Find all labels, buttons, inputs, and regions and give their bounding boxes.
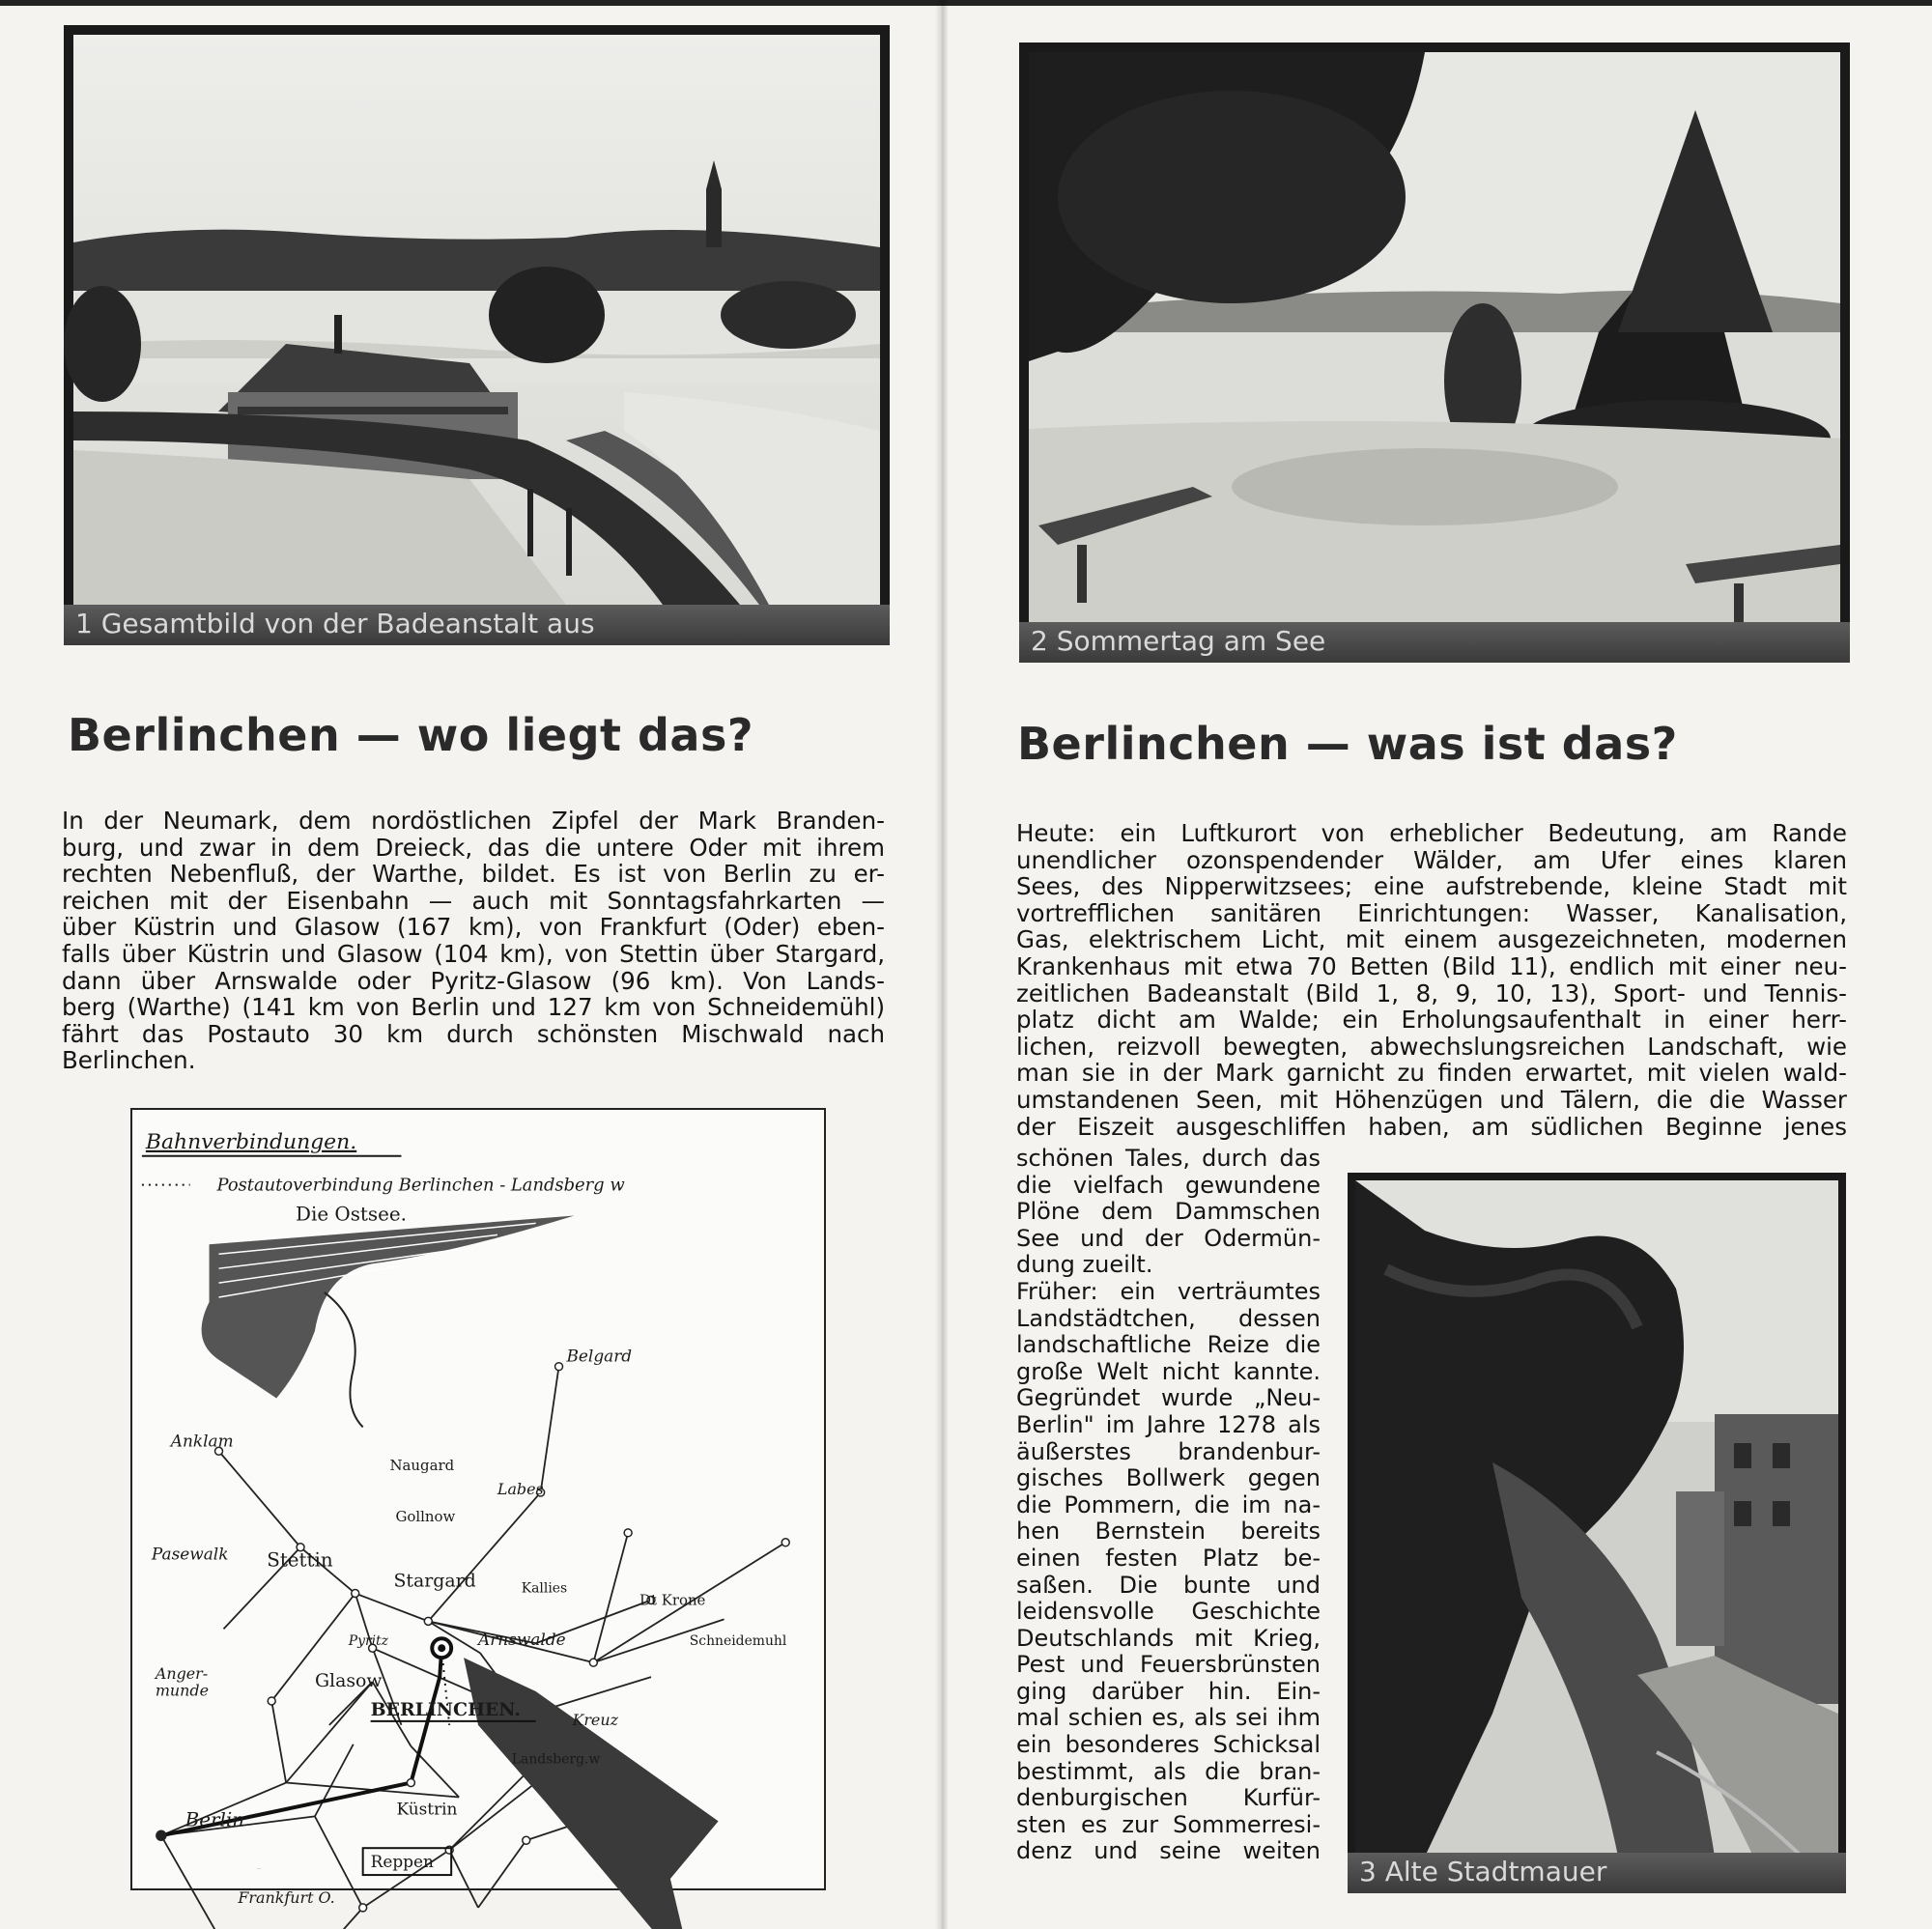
right-heading: Berlinchen — was ist das? bbox=[1017, 718, 1678, 770]
place-frankfurt: Frankfurt O. bbox=[238, 1887, 335, 1907]
text-line: saßen. Die bunte und bbox=[1016, 1571, 1321, 1599]
railway-map bbox=[130, 1108, 826, 1907]
text-line: Deutschlands mit Krieg, bbox=[1016, 1624, 1321, 1652]
place-berlin: Berlin bbox=[185, 1808, 245, 1831]
text-line: sten es zur Sommerresi- bbox=[1016, 1810, 1321, 1838]
place-dtkrone: Dt Krone bbox=[639, 1591, 706, 1609]
photo-summer-lake bbox=[1019, 43, 1850, 663]
railway-map-drawing bbox=[132, 1110, 824, 1907]
sea-label: Die Ostsee. bbox=[296, 1203, 407, 1226]
text-line: Gas, elektrischem Licht, mit einem ausgezeichneten, modernen bbox=[1016, 925, 1847, 954]
text-line: schönen Tales, durch das bbox=[1016, 1145, 1321, 1172]
text-line: leidensvolle Geschichte bbox=[1016, 1598, 1321, 1626]
place-schneidemuhl: Schneidemuhl bbox=[689, 1633, 787, 1650]
left-page bbox=[0, 0, 942, 1929]
text-line: Plöne dem Dammschen bbox=[1016, 1198, 1321, 1226]
text-line: hen Bernstein bereits bbox=[1016, 1518, 1321, 1546]
text-line: die vielfach gewundene bbox=[1016, 1171, 1321, 1199]
text-line: äußerstes brandenbur- bbox=[1016, 1437, 1321, 1465]
text-line: denz und seine weiten bbox=[1016, 1837, 1321, 1865]
place-pyritz: Pyritz bbox=[348, 1633, 388, 1650]
text-line: dung zueilt. bbox=[1016, 1251, 1153, 1279]
legend-bus-label: Postautoverbindung Berlinchen - Landsberg w bbox=[216, 1175, 625, 1196]
left-heading: Berlinchen — wo liegt das? bbox=[68, 709, 754, 761]
text-line: landschaftliche Reize die bbox=[1016, 1331, 1321, 1359]
text-line: umstandenen Seen, mit Höhenzügen und Tälern, die die Wasser bbox=[1016, 1085, 1847, 1114]
place-reppen: Reppen bbox=[370, 1852, 434, 1872]
right-wide-paragraph bbox=[1016, 820, 1847, 1140]
text-line: mal schien es, als sei ihm bbox=[1016, 1704, 1321, 1732]
text-line: der Eiszeit ausgeschliffen haben, am südlichen Beginne jenes bbox=[1016, 1112, 1847, 1141]
place-berlinchen: BERLINCHEN. bbox=[370, 1698, 521, 1720]
place-anklam: Anklam bbox=[170, 1431, 234, 1451]
place-naugard: Naugard bbox=[389, 1457, 455, 1475]
text-line: Heute: ein Luftkurort von erheblicher Bedeutung, am Rande bbox=[1016, 819, 1847, 847]
photo-caption: 2 Sommertag am See bbox=[1031, 625, 1326, 657]
text-line: Früher: ein verträumtes bbox=[1016, 1277, 1321, 1305]
text-line: ging darüber hin. Ein- bbox=[1016, 1677, 1321, 1705]
photo-bathhouse bbox=[64, 25, 890, 645]
text-line: falls über Küstrin und Glasow (104 km), von Stettin über Stargard, bbox=[62, 939, 885, 968]
text-line: fährt das Postauto 30 km durch schönsten Mischwald nach bbox=[62, 1019, 885, 1048]
photo-caption: 1 Gesamtbild von der Badeanstalt aus bbox=[75, 608, 595, 639]
text-line: einen festen Platz be- bbox=[1016, 1544, 1321, 1572]
place-belgard: Belgard bbox=[566, 1346, 633, 1366]
right-page bbox=[942, 0, 1932, 1929]
place-stargard: Stargard bbox=[393, 1570, 476, 1592]
text-line: Berlinchen. bbox=[62, 1046, 196, 1075]
text-line: Berlin" im Jahre 1278 als bbox=[1016, 1410, 1321, 1438]
place-kreuz: Kreuz bbox=[572, 1710, 618, 1729]
text-line: Gegründet wurde „Neu- bbox=[1016, 1384, 1321, 1412]
place-pasewalk: Pasewalk bbox=[151, 1544, 229, 1564]
place-angermunde: Anger-munde bbox=[155, 1664, 210, 1700]
text-line: burg, und zwar in dem Dreieck, das die untere Oder mit ihrem bbox=[62, 833, 885, 862]
text-line: dann über Arnswalde oder Pyritz-Glasow (96 km). Von Lands- bbox=[62, 966, 885, 995]
text-line: man sie in der Mark garnicht zu finden erwartet, mit vielen wald- bbox=[1016, 1059, 1847, 1088]
left-paragraph bbox=[62, 808, 885, 1074]
text-line: zeitlichen Badeanstalt (Bild 1, 8, 9, 10, 13), Sport- und Tennis- bbox=[1016, 979, 1847, 1007]
bathhouse-lake-image bbox=[64, 25, 890, 645]
text-line: Pest und Feuersbrünsten bbox=[1016, 1651, 1321, 1679]
place-glasow: Glasow bbox=[314, 1670, 383, 1692]
text-line: Sees, des Nipperwitzsees; eine aufstrebende, kleine Stadt mit bbox=[1016, 872, 1847, 901]
text-line: See und der Odermün- bbox=[1016, 1224, 1321, 1252]
text-line: ein besonderes Schicksal bbox=[1016, 1731, 1321, 1759]
place-labes: Labes bbox=[497, 1480, 544, 1499]
photo-old-wall bbox=[1348, 1173, 1846, 1893]
text-line: lichen, reizvoll bewegten, abwechslungsreichen Landschaft, wie bbox=[1016, 1032, 1847, 1061]
text-line: platz dicht am Walde; ein Erholungsaufenthalt in einer herr- bbox=[1016, 1006, 1847, 1035]
text-line: Krankenhaus mit etwa 70 Betten (Bild 11), endlich mit einer neu- bbox=[1016, 951, 1847, 980]
text-line: Landstädtchen, dessen bbox=[1016, 1304, 1321, 1332]
text-line: große Welt nicht kannte. bbox=[1016, 1357, 1321, 1385]
text-line: gisches Bollwerk gegen bbox=[1016, 1464, 1321, 1492]
text-line: rechten Nebenfluß, der Warthe, bildet. Es ist von Berlin zu er- bbox=[62, 860, 885, 889]
summer-lake-image bbox=[1019, 43, 1850, 663]
place-cottbus: Cottbus bbox=[257, 1869, 262, 1871]
text-line: bestimmt, als die bran- bbox=[1016, 1757, 1321, 1785]
photo-caption: 3 Alte Stadtmauer bbox=[1359, 1856, 1607, 1887]
old-wall-image bbox=[1348, 1173, 1846, 1893]
text-line: denburgischen Kurfür- bbox=[1016, 1784, 1321, 1812]
text-line: berg (Warthe) (141 km von Berlin und 127 km von Schneidemühl) bbox=[62, 993, 885, 1022]
place-stettin: Stettin bbox=[267, 1548, 333, 1572]
baltic-sea bbox=[202, 1215, 575, 1398]
place-landsberg: Landsberg.w bbox=[511, 1751, 601, 1768]
place-gollnow: Gollnow bbox=[395, 1507, 456, 1525]
text-line: vortrefflichen sanitären Einrichtungen: Wasser, Kanalisation, bbox=[1016, 898, 1847, 927]
place-arnswalde: Arnswalde bbox=[477, 1630, 566, 1650]
oder-lagoon bbox=[325, 1292, 363, 1427]
text-line: reichen mit der Eisenbahn — auch mit Sonntagsfahrkarten — bbox=[62, 886, 885, 915]
legend-rail-label: Bahnverbindungen. bbox=[145, 1129, 357, 1154]
place-kallies: Kallies bbox=[521, 1580, 568, 1597]
text-line: über Küstrin und Glasow (167 km), von Frankfurt (Oder) eben- bbox=[62, 913, 885, 942]
text-line: In der Neumark, dem nordöstlichen Zipfel der Mark Branden- bbox=[62, 807, 885, 835]
text-line: die Pommern, die im na- bbox=[1016, 1490, 1321, 1518]
text-line: unendlicher ozonspendender Wälder, am Ufer eines klaren bbox=[1016, 845, 1847, 874]
right-narrow-paragraph bbox=[1016, 1146, 1321, 1865]
place-kustrin: Küstrin bbox=[396, 1799, 458, 1819]
